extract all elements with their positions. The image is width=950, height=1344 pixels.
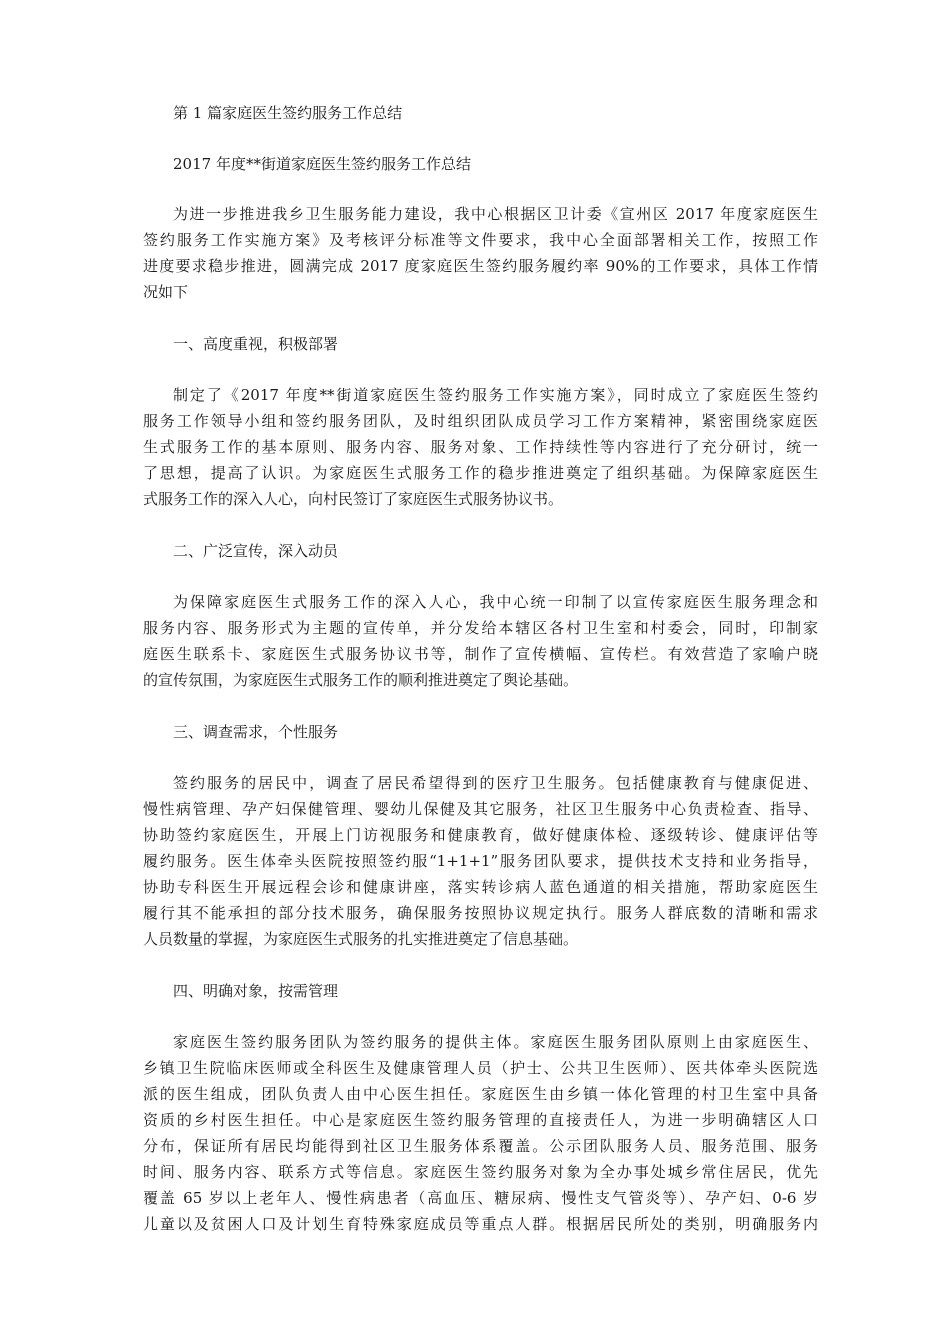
section-4-line: 家庭医生签约服务团队为签约服务的提供主体。家庭医生服务团队原则上由家庭医生、 bbox=[173, 1033, 818, 1051]
section-1-line: 生式服务工作的基本原则、服务内容、服务对象、工作持续性等内容进行了充分研讨，统一 bbox=[143, 438, 818, 456]
document-page bbox=[143, 100, 818, 1263]
intro-line: 签约服务工作实施方案》及考核评分标准等文件要求，我中心全面部署相关工作，按照工作 bbox=[143, 231, 818, 249]
document-subtitle: 2017 年度**街道家庭医生签约服务工作总结 bbox=[173, 155, 471, 173]
section-2-line: 服务内容、服务形式为主题的宣传单，并分发给本辖区各村卫生室和村委会，同时，印制家 bbox=[143, 619, 818, 637]
section-1-line: 了思想，提高了认识。为家庭医生式服务工作的稳步推进奠定了组织基础。为保障家庭医生 bbox=[143, 464, 818, 482]
section-3-heading: 三、调查需求，个性服务 bbox=[173, 723, 339, 741]
document-title: 第 1 篇家庭医生签约服务工作总结 bbox=[173, 104, 403, 122]
section-1-paragraph bbox=[143, 382, 818, 512]
intro-line: 况如下 bbox=[143, 283, 189, 301]
section-1-heading: 一、高度重视，积极部署 bbox=[173, 335, 339, 353]
intro-paragraph bbox=[143, 201, 818, 305]
section-3-line: 签约服务的居民中，调查了居民希望得到的医疗卫生服务。包括健康教育与健康促进、 bbox=[173, 774, 818, 792]
section-1-line: 制定了《2017 年度**街道家庭医生签约服务工作实施方案》，同时成立了家庭医生签约 bbox=[173, 386, 818, 404]
section-3-line: 协助专科医生开展远程会诊和健康讲座，落实转诊病人蓝色通道的相关措施，帮助家庭医生 bbox=[143, 878, 818, 896]
section-4-line: 覆盖 65 岁以上老年人、慢性病患者（高血压、糖尿病、慢性支气管炎等）、孕产妇、0-6 岁 bbox=[143, 1189, 818, 1207]
section-3-paragraph bbox=[143, 770, 818, 952]
section-2-paragraph bbox=[143, 589, 818, 693]
section-3-line: 履行其不能承担的部分技术服务，确保服务按照协议规定执行。服务人群底数的清晰和需求 bbox=[143, 904, 818, 922]
section-1-line: 式服务工作的深入人心，向村民签订了家庭医生式服务协议书。 bbox=[143, 490, 564, 508]
section-4-line: 时间、服务内容、联系方式等信息。家庭医生签约服务对象为全办事处城乡常住居民，优先 bbox=[143, 1163, 818, 1181]
section-4-line: 派的医生组成，团队负责人由中心医生担任。家庭医生由乡镇一体化管理的村卫生室中具备 bbox=[143, 1085, 818, 1103]
section-4-line: 分布，保证所有居民均能得到社区卫生服务体系覆盖。公示团队服务人员、服务范围、服务 bbox=[143, 1137, 818, 1155]
section-4-heading: 四、明确对象，按需管理 bbox=[173, 982, 339, 1000]
section-1-line: 服务工作领导小组和签约服务团队，及时组织团队成员学习工作方案精神，紧密围绕家庭医 bbox=[143, 412, 818, 430]
intro-line: 进度要求稳步推进，圆满完成 2017 度家庭医生签约服务履约率 90%的工作要求，具体工作情 bbox=[143, 257, 818, 275]
section-3-line: 协助签约家庭医生，开展上门访视服务和健康教育，做好健康体检、逐级转诊、健康评估等 bbox=[143, 826, 818, 844]
intro-line: 为进一步推进我乡卫生服务能力建设，我中心根据区卫计委《宣州区 2017 年度家庭医生 bbox=[173, 205, 818, 223]
section-4-line: 儿童以及贫困人口及计划生育特殊家庭成员等重点人群。根据居民所处的类别，明确服务内 bbox=[143, 1215, 818, 1233]
section-3-line: 履约服务。医生体牵头医院按照签约服“1+1+1”服务团队要求，提供技术支持和业务指导， bbox=[143, 852, 818, 870]
section-2-line: 为保障家庭医生式服务工作的深入人心，我中心统一印制了以宣传家庭医生服务理念和 bbox=[173, 593, 818, 611]
section-4-line: 资质的乡村医生担任。中心是家庭医生签约服务管理的直接责任人，为进一步明确辖区人口 bbox=[143, 1111, 818, 1129]
section-2-line: 庭医生联系卡、家庭医生式服务协议书等，制作了宣传横幅、宣传栏。有效营造了家喻户晓 bbox=[143, 645, 818, 663]
section-4-line: 乡镇卫生院临床医师或全科医生及健康管理人员（护士、公共卫生医师）、医共体牵头医院选 bbox=[143, 1059, 818, 1077]
section-3-line: 慢性病管理、孕产妇保健管理、婴幼儿保健及其它服务，社区卫生服务中心负责检查、指导、 bbox=[143, 800, 818, 818]
section-2-line: 的宣传氛围，为家庭医生式服务工作的顺利推进奠定了舆论基础。 bbox=[143, 671, 579, 689]
section-4-paragraph bbox=[143, 1029, 818, 1237]
section-3-line: 人员数量的掌握，为家庭医生式服务的扎实推进奠定了信息基础。 bbox=[143, 930, 579, 948]
section-2-heading: 二、广泛宣传，深入动员 bbox=[173, 542, 339, 560]
